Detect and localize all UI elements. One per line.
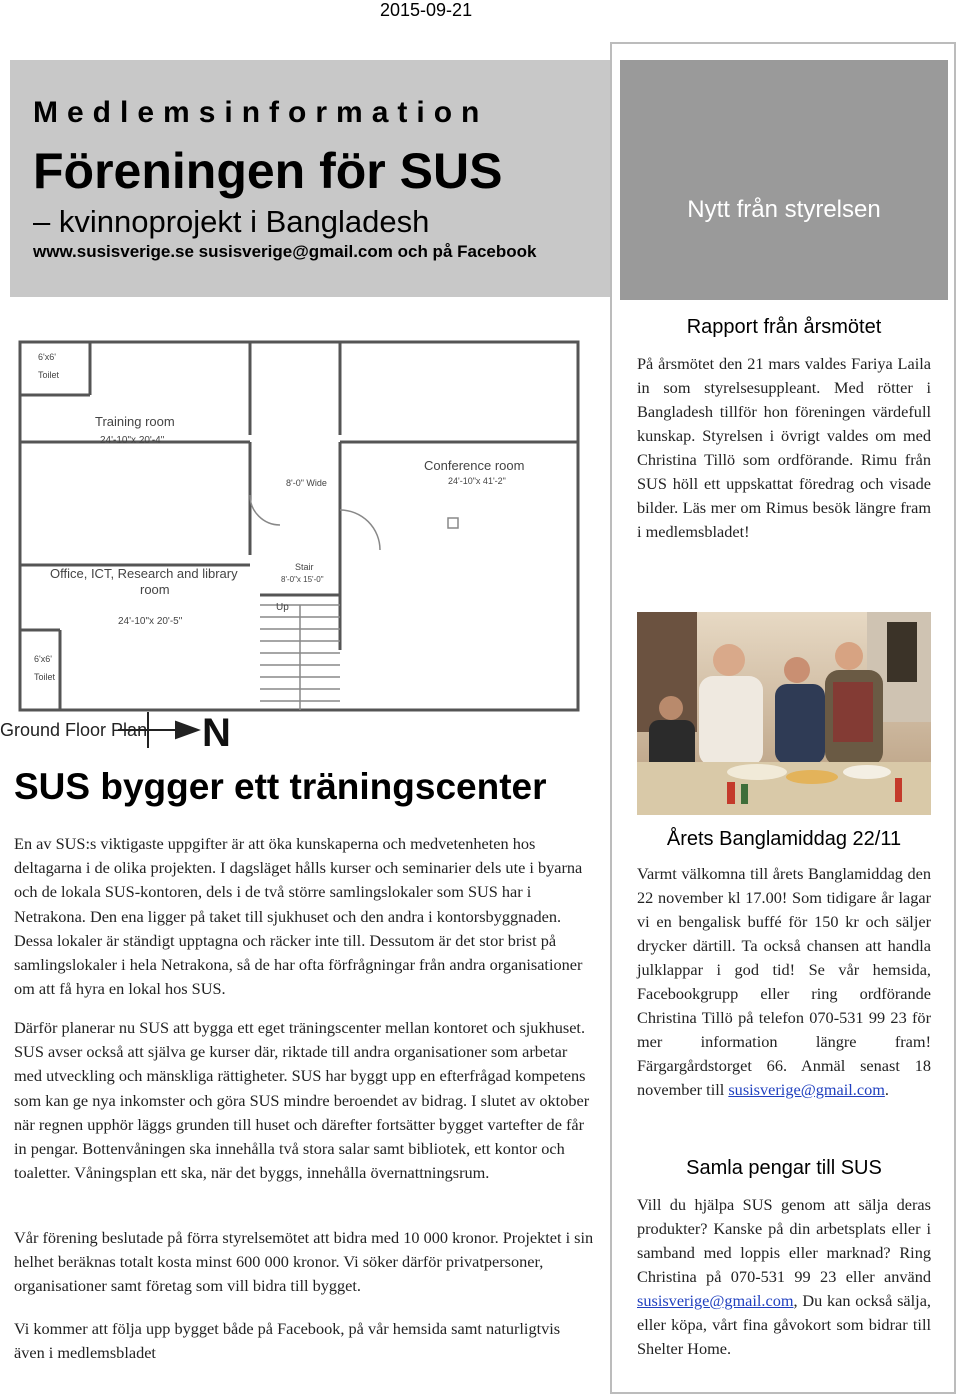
sidebar-header-panel — [620, 60, 948, 300]
plan-office-2: room — [140, 582, 170, 597]
bangla-dinner-end: . — [884, 1080, 889, 1099]
plan-hall-width: 8'-0" Wide — [286, 478, 327, 488]
header-contact: www.susisverige.se susisverige@gmail.com och på Facebook — [33, 242, 537, 261]
sidebar-heading-fundraising: Samla pengar till SUS — [686, 1157, 882, 1179]
main-paragraph-4: Vi kommer att följa upp bygget både på Facebook, på vår hemsida samt naturligtvis även i medlemsbladet — [14, 1319, 561, 1363]
header-subtitle: – kvinnoprojekt i Bangladesh — [33, 204, 430, 239]
fundraising-body: Vill du hjälpa SUS genom att sälja deras produkter? Kanske på din arbetsplats eller i samband med loppis eller marknad? Ring Christina på 070-531 99 23 eller använd — [637, 1195, 931, 1286]
sidebar-text-fundraising — [637, 1193, 931, 1361]
plan-office-dim: 24'-10"x 20'-5" — [118, 616, 183, 627]
plan-office: Office, ICT, Research and library — [50, 566, 238, 581]
sidebar-header-title: Nytt från styrelsen — [687, 196, 881, 223]
sidebar-text-annual-meeting: På årsmötet den 21 mars valdes Fariya Laila in som styrelsesuppleant. Med rötter i Bangladesh tillför hon föreningen värdefull kunskap. Styrelsen i övrigt valdes om med Christina Tillö som ordförande. Rimu från SUS höll ett uppskattat föredrag och visade bilder. Läs mer om Rimus besök längre fram i medlemsbladet! — [637, 354, 931, 541]
fundraising-body-end: , Du kan också sälja, eller köpa, vårt fina gåvokort som bidrar till Shelter Home. — [637, 1291, 931, 1358]
main-paragraph-3: Vår förening beslutade på förra styrelsemötet att bidra med 10 000 kronor. Projektet i sin helhet beräknas totalt kosta minst 600 000 kronor. Vi söker därför privatpersoner, organisationer samt företag som vill bidra till bygget. — [14, 1228, 594, 1296]
plan-stair-dim: 8'-0"x 15'-0" — [281, 575, 324, 584]
plan-training-room: Training room — [95, 414, 175, 429]
sidebar-heading-bangla-dinner: Årets Banglamiddag 22/11 — [666, 828, 902, 850]
email-link-dinner[interactable]: susisverige@gmail.com — [728, 1080, 885, 1099]
plan-toilet2-dim: 6'x6' — [34, 654, 52, 664]
header-title: Föreningen för SUS — [33, 143, 503, 199]
plan-stair: Stair — [295, 562, 314, 572]
email-link-fundraising[interactable]: susisverige@gmail.com — [637, 1291, 794, 1310]
plan-north-label: N — [202, 711, 231, 755]
plan-toilet1-dim: 6'x6' — [38, 352, 56, 362]
plan-conference-dim: 24'-10"x 41'-2" — [448, 476, 506, 486]
north-arrow-icon — [118, 712, 198, 748]
main-paragraph-2: Därför planerar nu SUS att bygga ett eget träningscenter mellan kontoret och sjukhuset. SUS avser också att själva ge kurser där, riktade till andra organisationer som arbetar med utveckling och mänskliga rättigheter. SUS har byggt upp en efterfrågad kompetens som kan ge nya inkomster och göra SUS mindre beroendet av bidrag. I slutet av oktober när regnen upphör läggs grunden till huset och därefter fortsätter bygget vartefter de får in pengar. Bottenvåningen ska innehålla två stora salar samt bibliotek, ett kontor och toaletter. Våningsplan ett ska, när det byggs, innehålla övernattningsrum. — [14, 1018, 590, 1183]
plan-toilet1-label: Toilet — [38, 370, 60, 380]
main-article-title: SUS bygger ett träningscenter — [14, 766, 547, 807]
header-kicker: Medlemsinformation — [33, 96, 489, 129]
plan-caption: Ground Floor Plan — [0, 720, 148, 740]
plan-training-dim: 24'-10"x 20'-4" — [100, 435, 165, 446]
main-paragraph-1: En av SUS:s viktigaste uppgifter är att öka kunskaperna och medvetenheten hos deltagarna i de olika projekten. I dagsläget hålls kurser och seminarier dels ute i byarna och de lokala SUS-kontoren, dels i de två större samlingslokaler som SUS har i Netrakona. Den ena ligger på taket till sjukhuset och den andra i kontorsbyggnaden. Dessa lokaler är ständigt upptagna och räcker inte till. Dessutom är det stor brist på samlingslokaler i hela Netrakona, så de har ofta förfrågningar från andra organisationer om att få hyra en lokal hos SUS. — [14, 834, 583, 999]
sidebar-text-bangla-dinner — [637, 862, 931, 1102]
sidebar-heading-annual-meeting: Rapport från årsmötet — [686, 316, 882, 338]
document-date: 2015-09-21 — [380, 0, 473, 20]
plan-up: Up — [276, 602, 289, 613]
plan-conference-room: Conference room — [424, 458, 525, 473]
buffet-photo — [637, 612, 931, 815]
bangla-dinner-body: Varmt välkomna till årets Banglamiddag den 22 november kl 17.00! Som tidigare år lagar vi en bengalisk buffé för 150 kr och säljer drycker därtill. Ta också chansen att handla julklappar i god tid! Se vår hemsida, Facebookgrupp eller ring ordförande Christina Tillö på telefon 070-531 99 23 för mer information längre fram! Färgargårdstorget 66. Anmäl senast 18 november till — [637, 864, 931, 1099]
floor-plan — [0, 320, 600, 760]
plan-toilet2-label: Toilet — [34, 672, 56, 682]
